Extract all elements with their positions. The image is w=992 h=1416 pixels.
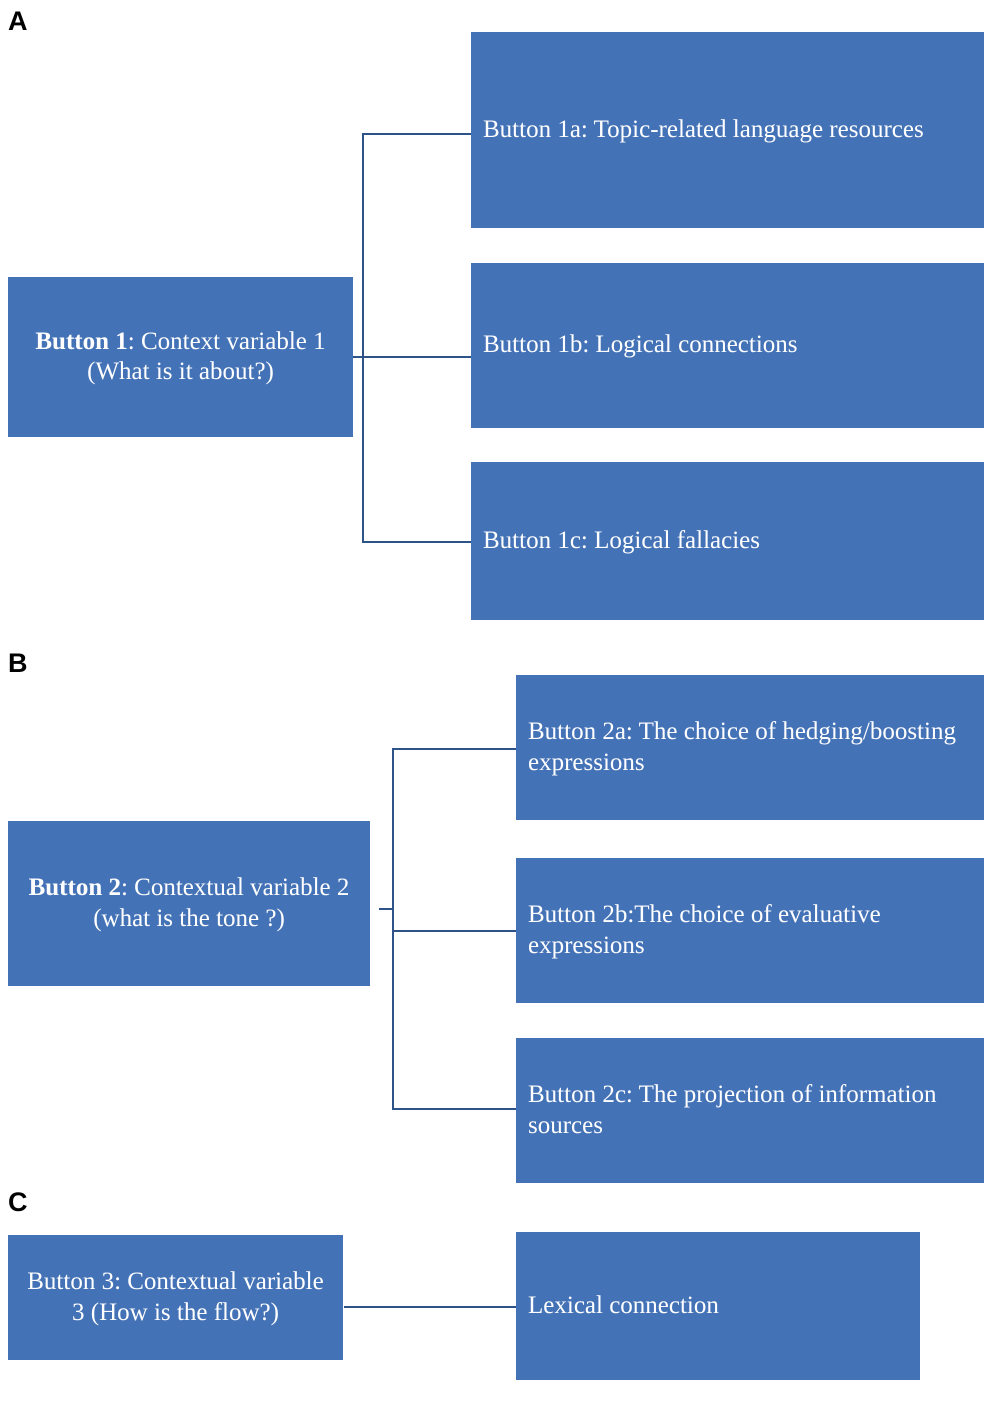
node-button-2[interactable] (8, 821, 370, 986)
node-button-2a-label: Button 2a: The choice of hedging/boosting expressions (528, 718, 956, 776)
node-button-2b-label: Button 2b:The choice of evaluative expressions (528, 901, 881, 959)
node-button-2b[interactable] (516, 858, 984, 1003)
node-button-1-label-bold: Button 1 (35, 327, 128, 355)
node-button-1[interactable] (8, 277, 353, 437)
connector-branch-a2 (362, 356, 472, 358)
node-button-3-label-rest: Button 3: Contextual variable 3 (How is the flow?) (27, 1268, 324, 1326)
node-button-2c[interactable] (516, 1038, 984, 1183)
node-button-2-label-rest: : Contextual variable 2 (what is the tone ?) (93, 874, 350, 932)
connector-branch-b1 (392, 748, 516, 750)
connector-branch-b2 (392, 930, 516, 932)
node-lexical-connection[interactable] (516, 1232, 920, 1380)
panel-c-letter: C (8, 1187, 28, 1217)
connector-branch-a3 (362, 541, 472, 543)
node-button-1c[interactable] (471, 462, 984, 620)
connector-branch-a1 (362, 133, 472, 135)
connector-stub-b (379, 908, 393, 910)
panel-b (0, 645, 992, 1190)
panel-b-letter: B (8, 648, 28, 678)
node-button-3-label (18, 1267, 333, 1328)
node-button-1c-label: Button 1c: Logical fallacies (483, 526, 760, 554)
connector-branch-b3 (392, 1108, 516, 1110)
connector-vertical-a (362, 133, 364, 542)
node-button-1a[interactable] (471, 32, 984, 228)
panel-c (0, 1185, 992, 1416)
node-button-1b-label: Button 1b: Logical connections (483, 331, 798, 359)
node-button-1b[interactable] (471, 263, 984, 428)
connector-branch-c1 (344, 1306, 517, 1308)
node-button-1-label (18, 327, 343, 388)
node-button-2c-label: Button 2c: The projection of information sources (528, 1081, 937, 1139)
node-button-2-label-bold: Button 2 (28, 874, 121, 901)
node-button-3[interactable] (8, 1235, 343, 1360)
node-lexical-connection-label: Lexical connection (528, 1291, 719, 1319)
panel-a (0, 0, 992, 640)
connector-vertical-b (392, 748, 394, 1110)
node-button-2a[interactable] (516, 675, 984, 820)
node-button-1-label-rest: : Context variable 1 (What is it about?) (87, 327, 326, 385)
node-button-1a-label: Button 1a: Topic-related language resources (483, 115, 924, 143)
node-button-2-label (18, 873, 360, 934)
panel-a-letter: A (8, 6, 28, 36)
